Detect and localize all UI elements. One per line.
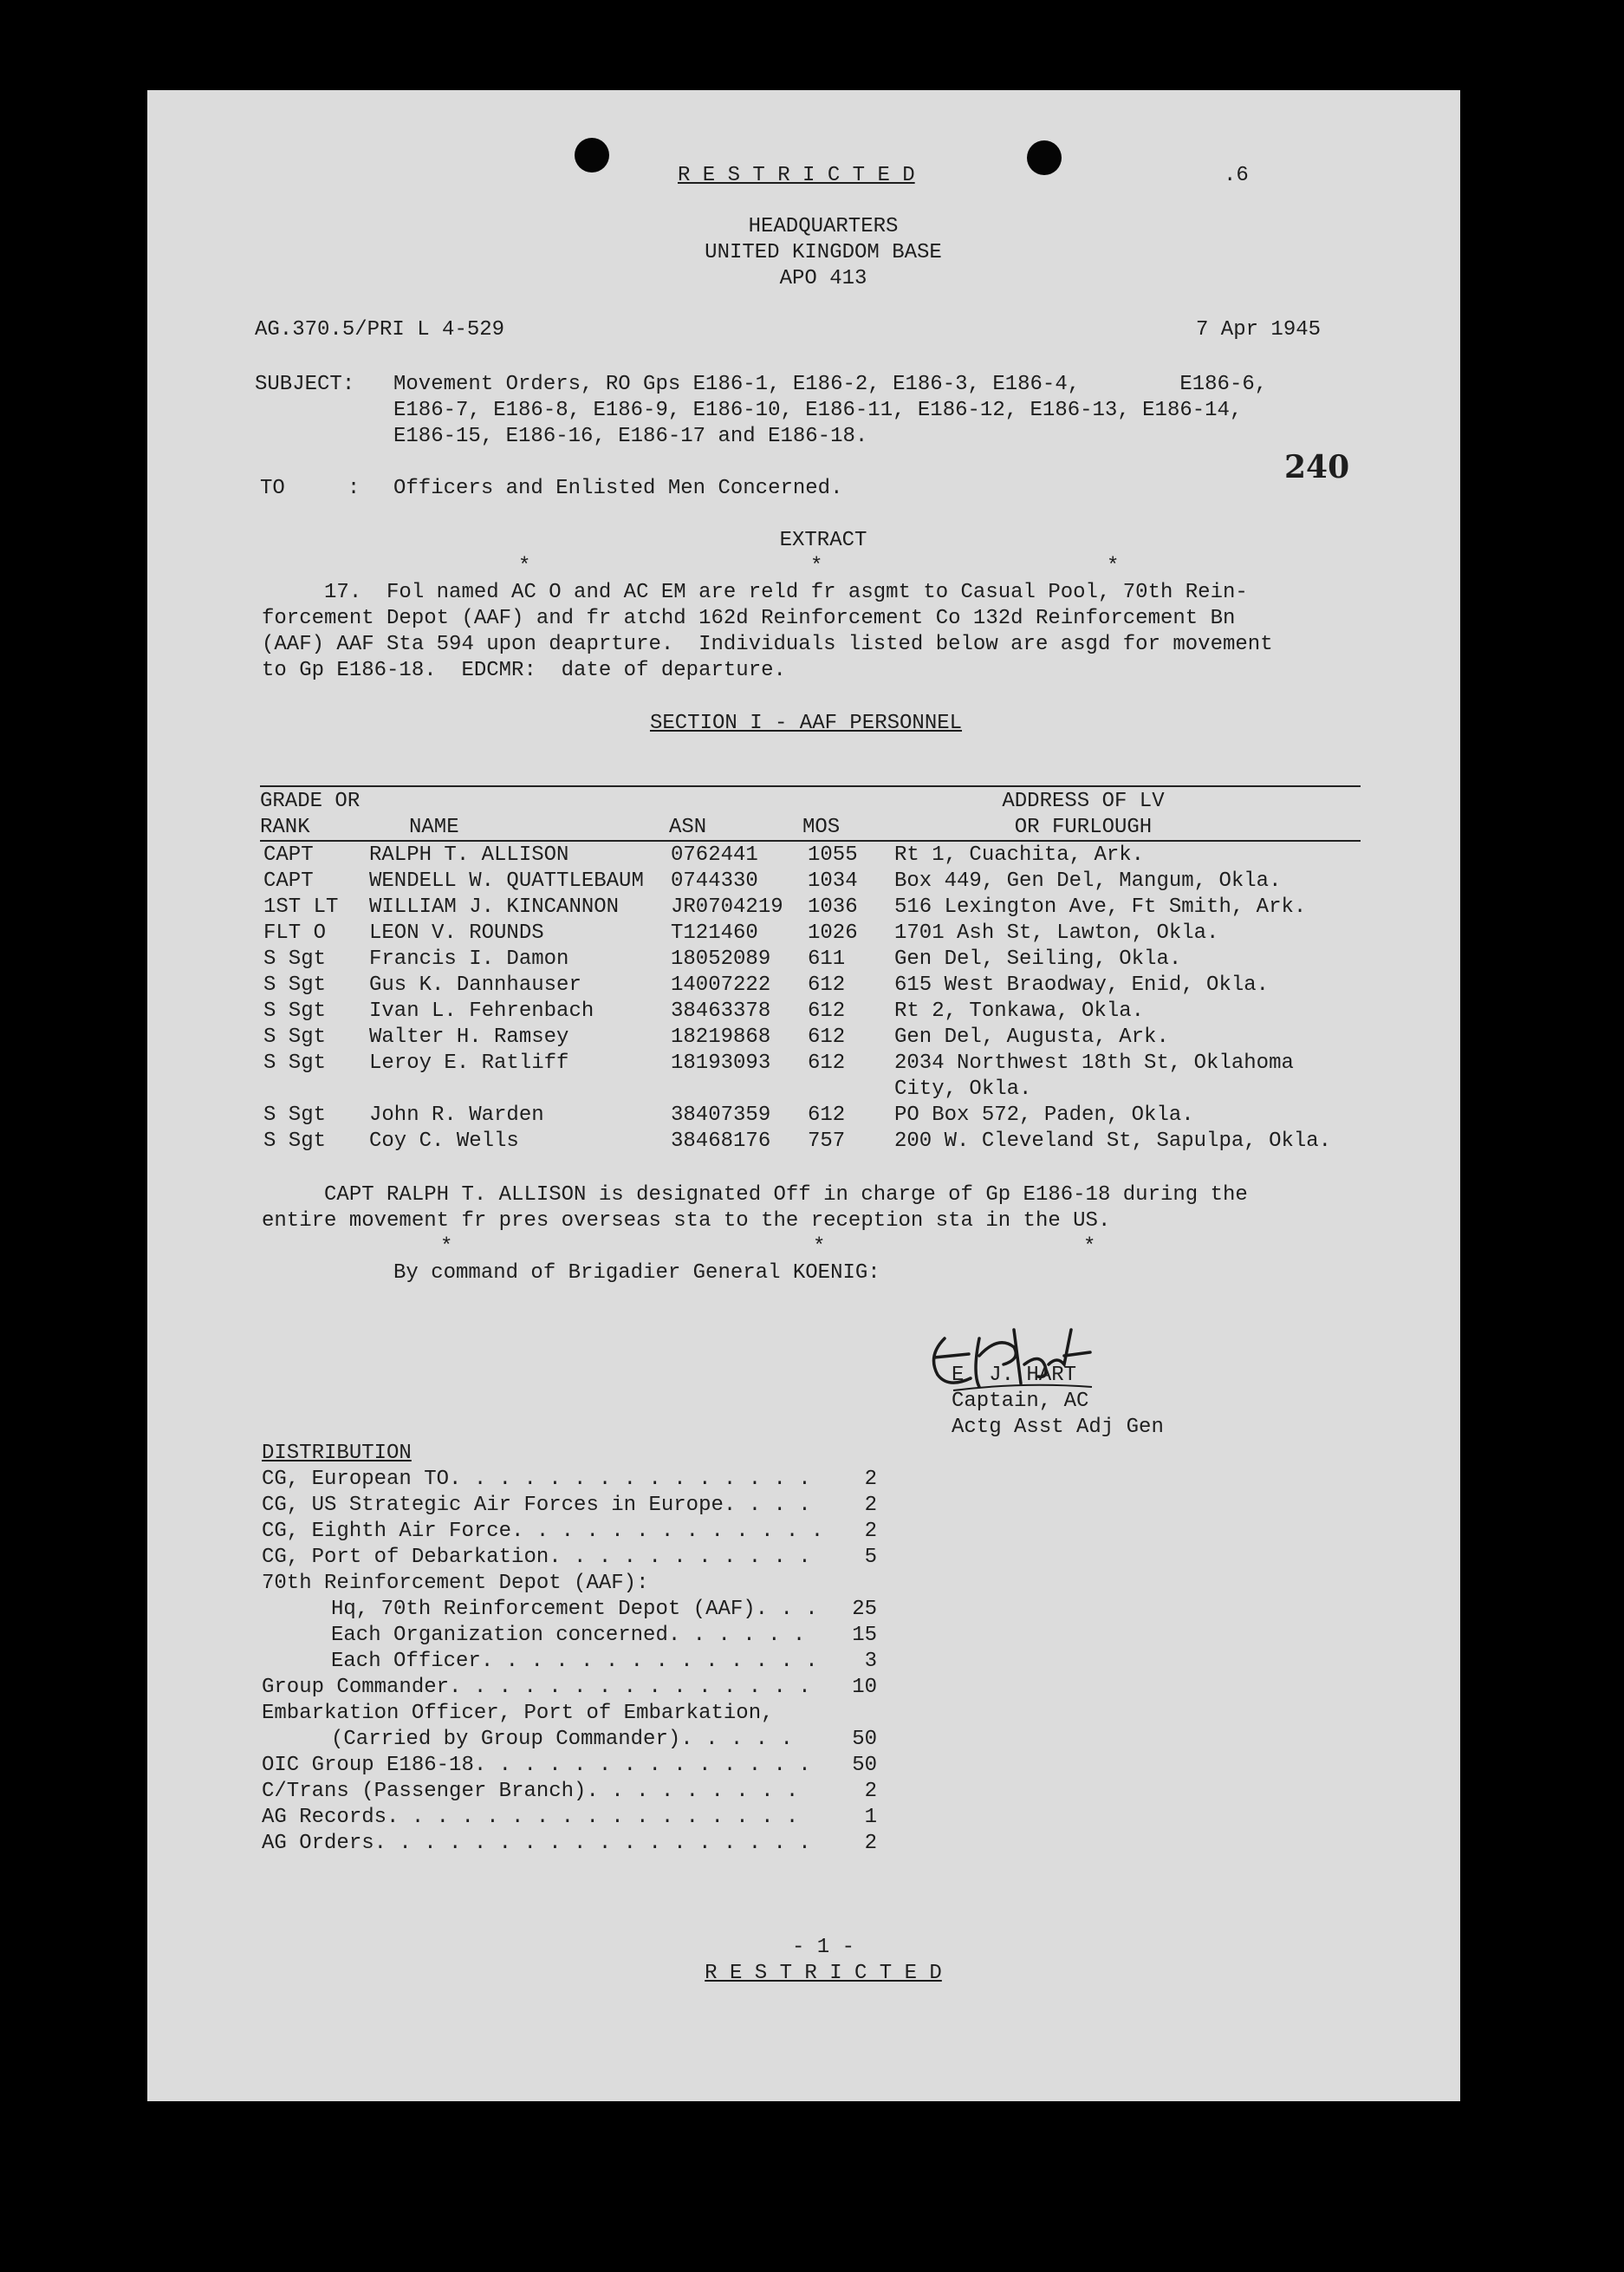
- table-row: [147, 869, 1460, 895]
- table-row: [147, 895, 1460, 921]
- cell-mos: 612: [808, 1025, 846, 1049]
- cell-grade: CAPT: [263, 869, 314, 893]
- distribution-quantity: 50: [852, 1754, 877, 1777]
- cell-grade: CAPT: [263, 843, 314, 867]
- list-item: [262, 1597, 1042, 1623]
- org-line-3: APO 413: [779, 267, 867, 290]
- list-item: [262, 1519, 1042, 1545]
- distribution-recipient: Embarkation Officer, Port of Embarkation,: [262, 1702, 774, 1725]
- star-2: *: [810, 555, 823, 578]
- stamp-number: 240: [1284, 449, 1350, 485]
- cell-name: Ivan L. Fehrenbach: [369, 999, 594, 1023]
- distribution-recipient: Group Commander. . . . . . . . . . . . . . .: [262, 1676, 811, 1699]
- list-item: [262, 1623, 1042, 1649]
- cell-address: PO Box 572, Paden, Okla.: [894, 1103, 1194, 1127]
- header-mos: MOS: [802, 816, 841, 839]
- header-asn: ASN: [669, 816, 707, 839]
- cell-asn: JR0704219: [671, 895, 783, 919]
- cell-asn: 14007222: [671, 973, 771, 997]
- star-5: *: [813, 1235, 826, 1259]
- list-item: [262, 1571, 1042, 1597]
- cell-asn: 0762441: [671, 843, 758, 867]
- cell-asn: 38468176: [671, 1129, 771, 1153]
- table-row: [147, 921, 1460, 947]
- cell-address: Box 449, Gen Del, Mangum, Okla.: [894, 869, 1282, 893]
- cell-name: Leroy E. Ratliff: [369, 1051, 569, 1075]
- command-line: By command of Brigadier General KOENIG:: [393, 1261, 880, 1285]
- table-row: [147, 1129, 1460, 1155]
- to-label: TO :: [260, 477, 361, 500]
- distribution-quantity: 15: [852, 1624, 877, 1647]
- cell-asn: 38463378: [671, 999, 771, 1023]
- cell-mos: 1026: [808, 921, 858, 945]
- roster-header-rule: [260, 840, 1361, 842]
- header-grade-2: RANK: [260, 816, 310, 839]
- cell-asn: 18219868: [671, 1025, 771, 1049]
- extract-para-line-2: forcement Depot (AAF) and fr atchd 162d Reinforcement Co 132d Reinforcement Bn: [262, 607, 1236, 630]
- org-line-2: UNITED KINGDOM BASE: [705, 241, 942, 264]
- cell-grade: S Sgt: [263, 1025, 327, 1049]
- header-address-1: ADDRESS OF LV: [1002, 790, 1165, 813]
- distribution-recipient: Each Officer. . . . . . . . . . . . . .: [331, 1650, 818, 1673]
- list-item: [262, 1493, 1042, 1519]
- distribution-recipient: (Carried by Group Commander). . . . .: [331, 1728, 793, 1751]
- cell-mos: 1034: [808, 869, 858, 893]
- distribution-recipient: CG, Eighth Air Force. . . . . . . . . . . . .: [262, 1520, 824, 1543]
- cell-address: 1701 Ash St, Lawton, Okla.: [894, 921, 1219, 945]
- distribution-recipient: 70th Reinforcement Depot (AAF):: [262, 1572, 649, 1595]
- list-item: [262, 1545, 1042, 1571]
- list-item: [262, 1467, 1042, 1493]
- signatory-position: Actg Asst Adj Gen: [952, 1416, 1164, 1439]
- page-number: - 1 -: [791, 1936, 854, 1959]
- cell-mos: 612: [808, 999, 846, 1023]
- distribution-quantity: 1: [864, 1806, 877, 1829]
- cell-grade: S Sgt: [263, 1051, 327, 1075]
- distribution-recipient: Hq, 70th Reinforcement Depot (AAF). . .: [331, 1598, 818, 1621]
- distribution-list: [262, 1467, 1042, 1865]
- document-date: 7 Apr 1945: [1196, 318, 1322, 342]
- distribution-quantity: 2: [864, 1520, 877, 1543]
- table-row: [147, 973, 1460, 999]
- header-grade-1: GRADE OR: [260, 790, 361, 813]
- cell-address-continued: City, Okla.: [894, 1077, 1032, 1101]
- signatory-title: Captain, AC: [952, 1390, 1089, 1413]
- cell-asn: 18052089: [671, 947, 771, 971]
- distribution-recipient: CG, US Strategic Air Forces in Europe. . . .: [262, 1494, 811, 1517]
- cell-mos: 1036: [808, 895, 858, 919]
- cell-mos: 612: [808, 1051, 846, 1075]
- page-mark: .6: [1224, 164, 1249, 187]
- cell-asn: T121460: [671, 921, 758, 945]
- table-row: [147, 843, 1460, 869]
- header-name: NAME: [409, 816, 459, 839]
- cell-mos: 611: [808, 947, 846, 971]
- star-3: *: [1107, 555, 1120, 578]
- cell-address: Gen Del, Seiling, Okla.: [894, 947, 1182, 971]
- designation-line-2: entire movement fr pres overseas sta to the reception sta in the US.: [262, 1209, 1111, 1233]
- cell-address: Rt 2, Tonkawa, Okla.: [894, 999, 1145, 1023]
- cell-grade: S Sgt: [263, 999, 327, 1023]
- cell-asn: 18193093: [671, 1051, 771, 1075]
- extract-para-line-3: (AAF) AAF Sta 594 upon deaprture. Individuals listed below are asgd for movement: [262, 633, 1273, 656]
- roster-body: [147, 843, 1460, 1155]
- punch-hole-left: [575, 138, 609, 173]
- punch-hole-right: [1027, 140, 1062, 175]
- org-line-1: HEADQUARTERS: [748, 215, 899, 238]
- distribution-recipient: AG Orders. . . . . . . . . . . . . . . . . .: [262, 1832, 811, 1855]
- cell-grade: S Sgt: [263, 1129, 327, 1153]
- distribution-recipient: CG, Port of Debarkation. . . . . . . . . . .: [262, 1546, 811, 1569]
- cell-mos: 612: [808, 1103, 846, 1127]
- cell-grade: S Sgt: [263, 947, 327, 971]
- cell-name: Walter H. Ramsey: [369, 1025, 569, 1049]
- extract-para-line-4: to Gp E186-18. EDCMR: date of departure.: [262, 659, 786, 682]
- table-row: [147, 1103, 1460, 1129]
- classification-top: R E S T R I C T E D: [678, 164, 915, 187]
- distribution-recipient: C/Trans (Passenger Branch). . . . . . . . .: [262, 1780, 799, 1803]
- distribution-recipient: OIC Group E186-18. . . . . . . . . . . . . .: [262, 1754, 811, 1777]
- signatory-name: E. J. HART: [952, 1364, 1077, 1387]
- list-item: [262, 1831, 1042, 1857]
- subject-label: SUBJECT:: [255, 373, 355, 396]
- to-text: Officers and Enlisted Men Concerned.: [393, 477, 843, 500]
- table-row: [147, 947, 1460, 973]
- cell-address: Rt 1, Cuachita, Ark.: [894, 843, 1145, 867]
- distribution-quantity: 2: [864, 1832, 877, 1855]
- list-item: [262, 1779, 1042, 1805]
- star-6: *: [1083, 1235, 1096, 1259]
- cell-name: RALPH T. ALLISON: [369, 843, 569, 867]
- cell-address: 516 Lexington Ave, Ft Smith, Ark.: [894, 895, 1307, 919]
- designation-line-1: CAPT RALPH T. ALLISON is designated Off in charge of Gp E186-18 during the: [262, 1183, 1248, 1207]
- subject-line-2: E186-7, E186-8, E186-9, E186-10, E186-11, E186-12, E186-13, E186-14,: [393, 399, 1243, 422]
- distribution-quantity: 5: [864, 1546, 877, 1569]
- cell-mos: 612: [808, 973, 846, 997]
- table-row: [147, 999, 1460, 1025]
- distribution-quantity: 2: [864, 1780, 877, 1803]
- distribution-quantity: 2: [864, 1468, 877, 1491]
- section-title: SECTION I - AAF PERSONNEL: [649, 712, 963, 735]
- distribution-quantity: 25: [852, 1598, 877, 1621]
- distribution-recipient: AG Records. . . . . . . . . . . . . . . . .: [262, 1806, 799, 1829]
- cell-name: John R. Warden: [369, 1103, 544, 1127]
- cell-asn: 0744330: [671, 869, 758, 893]
- classification-bottom: R E S T R I C T E D: [705, 1962, 942, 1985]
- header-address-2: OR FURLOUGH: [1014, 816, 1153, 839]
- distribution-recipient: CG, European TO. . . . . . . . . . . . . . .: [262, 1468, 811, 1491]
- list-item: [262, 1675, 1042, 1701]
- cell-address: 200 W. Cleveland St, Sapulpa, Okla.: [894, 1129, 1332, 1153]
- distribution-recipient: Each Organization concerned. . . . . .: [331, 1624, 806, 1647]
- cell-name: LEON V. ROUNDS: [369, 921, 544, 945]
- subject-line-3: E186-15, E186-16, E186-17 and E186-18.: [393, 425, 868, 448]
- distribution-title: DISTRIBUTION: [262, 1442, 412, 1465]
- distribution-quantity: 2: [864, 1494, 877, 1517]
- distribution-quantity: 3: [864, 1650, 877, 1673]
- cell-address: 2034 Northwest 18th St, Oklahoma: [894, 1051, 1294, 1075]
- distribution-quantity: 10: [852, 1676, 877, 1699]
- cell-name: Coy C. Wells: [369, 1129, 519, 1153]
- distribution-quantity: 50: [852, 1728, 877, 1751]
- cell-address: 615 West Braodway, Enid, Okla.: [894, 973, 1270, 997]
- table-row: [147, 1025, 1460, 1051]
- extract-title: EXTRACT: [779, 529, 867, 552]
- cell-grade: S Sgt: [263, 973, 327, 997]
- document-page: [147, 90, 1460, 2101]
- cell-name: Francis I. Damon: [369, 947, 569, 971]
- star-1: *: [518, 555, 531, 578]
- cell-address: Gen Del, Augusta, Ark.: [894, 1025, 1169, 1049]
- roster-top-rule: [260, 785, 1361, 787]
- list-item: [262, 1753, 1042, 1779]
- list-item: [262, 1649, 1042, 1675]
- table-row: [147, 1051, 1460, 1103]
- file-reference: AG.370.5/PRI L 4-529: [255, 318, 505, 342]
- cell-mos: 1055: [808, 843, 858, 867]
- cell-name: Gus K. Dannhauser: [369, 973, 581, 997]
- cell-mos: 757: [808, 1129, 846, 1153]
- list-item: [262, 1727, 1042, 1753]
- list-item: [262, 1805, 1042, 1831]
- star-4: *: [440, 1235, 453, 1259]
- cell-grade: S Sgt: [263, 1103, 327, 1127]
- cell-grade: 1ST LT: [263, 895, 339, 919]
- cell-asn: 38407359: [671, 1103, 771, 1127]
- extract-para-line-1: 17. Fol named AC O and AC EM are reld fr asgmt to Casual Pool, 70th Rein-: [262, 581, 1248, 604]
- cell-name: WENDELL W. QUATTLEBAUM: [369, 869, 644, 893]
- cell-grade: FLT O: [263, 921, 327, 945]
- cell-name: WILLIAM J. KINCANNON: [369, 895, 620, 919]
- list-item: [262, 1701, 1042, 1727]
- subject-line-1: Movement Orders, RO Gps E186-1, E186-2, E186-3, E186-4, E186-6,: [393, 373, 1268, 396]
